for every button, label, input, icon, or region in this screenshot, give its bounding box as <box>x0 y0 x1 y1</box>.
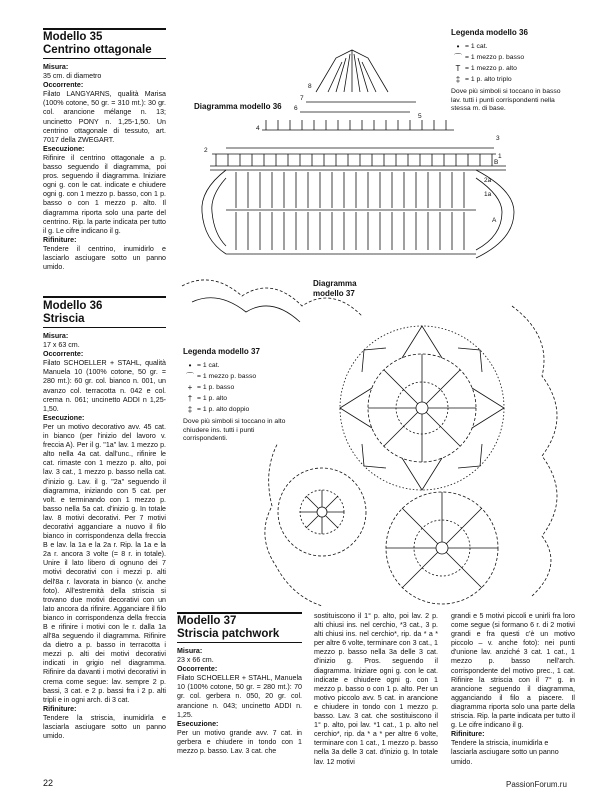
m35-misura: 35 cm. di diametro <box>43 72 102 81</box>
m37-esecuzione: Per un motivo grande avv. 7 cat. in gerbera e chiudere in tondo con 1 mezzo p. basso. Lav. 3 cat. che <box>177 728 302 756</box>
diagram-36-lower-stitches <box>210 170 506 254</box>
legend-36-title: Legenda modello 36 <box>451 28 528 37</box>
m37-col1 <box>177 647 302 756</box>
m36-occorrente: Filato SCHOELLER + STAHL, qualità Manuela 10 (100% cotone, 50 gr. = 280 mt.): 60 gr. col. bianco n. 001, un avanzo col. terracotta n. 042 e col. crema n. 061; uncinetto ADDI n 1,25-1,50. <box>43 359 166 413</box>
diagram-36-row4-stitches <box>266 120 446 130</box>
diagram-36-row-2: 2 <box>204 147 208 154</box>
legend-36-ttr: ‡ = 1 p. alto triplo <box>451 74 571 85</box>
chain-symbol-icon: • <box>456 42 460 51</box>
m37-top-rule <box>177 612 302 614</box>
legend-37-tr: ‡ = 1 p. alto doppio <box>183 404 291 415</box>
m37-title-number: Modello 37 <box>177 615 237 627</box>
m37-title-name: Striscia patchwork <box>177 628 280 640</box>
m37-title-rule <box>177 642 302 643</box>
diagram-36-row-5: 5 <box>418 113 422 120</box>
diagram-37-large-motif <box>340 326 504 490</box>
m35-occorrente: Filato LANGYARNS, qualità Marisa (100% cotone, 50 gr. = 310 mt.): 30 gr. col. arancione mélange n. 13; uncinetto PONY n. 1,25-1,50. Un centrino ottagonale di tessuto, art. 7017 della ZWEGART. <box>43 90 166 144</box>
diagram-37-title-line1: Diagramma <box>313 279 357 288</box>
treble-crochet-symbol-icon: ‡ <box>187 405 193 414</box>
legend-37-slip: ⌒ = 1 mezzo p. basso <box>183 371 291 382</box>
m36-occorrente-heading: Occorrente: <box>43 350 84 359</box>
slip-stitch-symbol-icon: ⌒ <box>454 53 462 62</box>
m36-text <box>43 332 166 741</box>
diagram-36-row-8: 8 <box>308 83 312 90</box>
m35-title-name: Centrino ottagonale <box>43 44 152 56</box>
legend-36-chain: • = 1 cat. <box>451 41 571 52</box>
diagram-36-row-1: 1 <box>498 153 502 160</box>
legend-37-dc: † = 1 p. alto <box>183 393 291 404</box>
diagram-36-row-4: 4 <box>256 125 260 132</box>
m36-title-name: Striscia <box>43 313 85 325</box>
legend-37-title: Legenda modello 37 <box>183 347 260 356</box>
diagram-36-row-7: 7 <box>300 95 304 102</box>
m36-title-number: Modello 36 <box>43 300 103 312</box>
m35-block <box>43 28 166 272</box>
legend-37-note: Dove più simboli si toccano in alto chiudere ins. tutti i punti corrispondenti. <box>183 418 286 443</box>
m36-misura: 17 x 63 cm. <box>43 341 80 350</box>
site-watermark: PassionForum.ru <box>506 780 567 789</box>
diagram-36-label-B: B <box>494 159 499 166</box>
diagram-36-top-fan <box>300 50 416 112</box>
legend-37 <box>183 347 291 444</box>
m37-header <box>177 612 302 756</box>
diagram-36-label-1a: 1a <box>484 191 492 198</box>
legend-36-note: Dove più simboli si toccano in basso lav. tutti i punti corrispondenti nella stessa m. di base. <box>451 88 561 113</box>
legend-36-slip: ⌒ = 1 mezzo p. basso <box>451 52 571 63</box>
m37-esecuzione-heading: Esecuzione: <box>177 719 219 728</box>
diagram-36-label-2a: 2a <box>484 177 492 184</box>
m36-rifiniture: Tendere la striscia, inumidirla e lasciarla asciugare sotto un panno umido. <box>43 713 166 741</box>
diagram-36-left-end-inner <box>212 178 226 246</box>
page-number: 22 <box>43 778 54 788</box>
diagram-37-right-edge <box>512 306 557 596</box>
legend-36-hdc: T = 1 mezzo p. alto <box>451 63 571 74</box>
m37-misura-heading: Misura: <box>177 647 203 655</box>
m35-title-number: Modello 35 <box>43 31 103 43</box>
m36-misura-heading: Misura: <box>43 332 69 340</box>
diagram-37-lower-motif <box>386 492 498 604</box>
legend-37-chain: • = 1 cat. <box>183 360 291 371</box>
m36-esecuzione-heading: Esecuzione: <box>43 413 85 422</box>
m37-rifiniture-heading: Rifiniture: <box>451 730 485 739</box>
diagram-36-right-end <box>476 170 514 258</box>
diagram-36-row-3: 3 <box>496 135 500 142</box>
m35-rifiniture: Tendere il centrino, inumidirlo e lasciarlo asciugare sotto un panno umido. <box>43 244 166 272</box>
m37-misura: 23 x 66 cm. <box>177 656 214 665</box>
m37-rifiniture: Tendere la striscia, inumidirla e lasciarla asciugare sotto un panno umido. <box>451 739 559 766</box>
m35-misura-heading: Misura: <box>43 63 69 71</box>
diagram-36-right-end-inner <box>476 178 502 250</box>
single-crochet-symbol-icon: + <box>187 383 193 392</box>
m36-esecuzione: Per un motivo decorativo avv. 45 cat. in bianco (per l'inizio del lavoro v. freccia A). Per il g. "1a" lav. 1 mezzo p. alto nella 4a cat. dall'unc., rifinire le cat. rimaste con 1 mezzo p. alto, poi lav. 3 cat., 1 mezzo p. basso nella cat. d'inizio g. Lav. il g. "2a" seguendo il diagramma, iniziando con 5 cat. per volt. e terminando con 1 mezzo p. basso nella 5a cat. d'inizio g. In totale lav. 8 motivi decorativi. Per 7 motivi decorativi agganciare a nuovo il filo bianco in corrispondenza della freccia B e lav. la 1a e la 2a r. Rip. la 1a e la 2a r. ancora 3 volte (= 8 r. in totale). Unire il lato libero di ognuno dei 7 motivi decorativi con i mezzi p. alti dell'8a r. lavorata in bianco (v. anche foto). All'estremità della striscia si trovano due motivi decorativi con un lato ancora da rifinire. Agganciare il filo bianco in corrispondenza della freccia B e rifinire i motivi con le r. dalla 1a all'8a seguendo il diagramma. Rifinire da dietro a p. basso in terracotta i mezzi p. alti dei motivi decorativi indicati in grigio nel diagramma. Rifinire da davanti i motivi decorativi in crema come segue: lav. sempre 2 p. bassi, 3 cat. e 2 p. bassi fra i 2 p. alti tripli e in ogni arch. di 3 cat. <box>43 422 166 704</box>
m37-col3 <box>451 612 575 767</box>
m35-occorrente-heading: Occorrente: <box>43 81 84 90</box>
diagram-36-title: Diagramma modello 36 <box>194 102 282 111</box>
diagram-37-title-line2: modello 37 <box>313 289 355 298</box>
diagram-36-row-6: 6 <box>294 105 298 112</box>
m35-top-rule <box>43 28 166 30</box>
m37-col2: sostituiscono il 1° p. alto, poi lav. 2 p. alti chiusi ins. nel cerchio, *3 cat., 3 p. alti chiusi ins. nel cerchio*, rip. da * a * per altre 6 volte, terminare con 3 cat., 1 mezzo p. basso nella 3a delle 3 cat. d'inizio g. Pros. seguendo il diagramma. Iniziare ogni g. con le cat. indicate e chiudere ogni g. con 1 mezzo p. basso o con 1 p. alto. Per un motivo piccolo avv. 5 cat. in arancione e chiudere in tondo con 1 mezzo p. basso. Lav. 3 cat. che sostituiscono il 1° p. alto, poi lav. *1 cat., 1 p. alto nel cerchio*, rip. da * a * per altre 6 volte, terminare con 1 cat., 1 mezzo p. basso nella 3a delle 3 cat. d'inizio g. In totale lav. 12 motivi <box>314 612 438 766</box>
double-crochet-symbol-icon: † <box>187 394 193 403</box>
m36-rifiniture-heading: Rifiniture: <box>43 704 77 713</box>
legend-37-sc: + = 1 p. basso <box>183 382 291 393</box>
m36-title-rule <box>43 327 166 328</box>
diagram-36 <box>196 40 538 272</box>
m35-esecuzione-heading: Esecuzione: <box>43 144 85 153</box>
m35-rifiniture-heading: Rifiniture: <box>43 235 77 244</box>
slip-stitch-symbol-icon: ⌒ <box>186 372 194 381</box>
m36-block <box>43 296 166 741</box>
diagram-36-label-A: A <box>492 217 497 224</box>
diagram-37-small-motif <box>278 468 366 556</box>
chain-symbol-icon: • <box>188 361 192 370</box>
diagram-36-row2-stitches <box>212 154 499 166</box>
m35-esecuzione: Rifinire il centrino ottagonale a p. basso seguendo il diagramma, poi pros. seguendo il diagramma. Iniziare ogni g. con le cat. indicate e chiudere ogni g. con 1 mezzo p. basso, con 1 p. basso o con 1 mezzo p. alto. Il diagramma riporta solo una parte del centrino. Rip. la parte indicata per tutto il g. Le cifre indicano il g. <box>43 153 166 235</box>
diagram-37-top-left-edge-2 <box>192 298 300 322</box>
m35-title-rule <box>43 58 166 59</box>
m36-top-rule <box>43 296 166 298</box>
m35-text <box>43 63 166 272</box>
half-double-symbol-icon: T <box>455 64 461 73</box>
triple-treble-symbol-icon: ‡ <box>455 75 461 84</box>
m37-col3-text: grandi e 5 motivi piccoli e unirli fra loro come segue (si formano 6 r. di 2 motivi grandi e fra questi c'è un motivo piccolo – v. anche foto): nei punti d'unione lav. anziché 3 cat. 1 cat., 1 mezzo p. basso nell'arch. corrispondente del motivo prec., 1 cat. Rifinire la striscia con il 7° g. in arancione seguendo il diagramma, agganciando il filo a piacere. Il diagramma riporta solo una parte della striscia. Rip. la parte indicata per tutto il g. Le cifre indicano il g. <box>451 612 575 730</box>
m37-occorrente: Filato SCHOELLER + STAHL, Manuela 10 (100% cotone, 50 gr. = 280 mt.): 70 gr. col. gerbera n. 050, 20 gr. col. arancione n. 043; uncinetto ADDI n. 1,25. <box>177 674 302 719</box>
m37-occorrente-heading: Occorrente: <box>177 665 218 674</box>
